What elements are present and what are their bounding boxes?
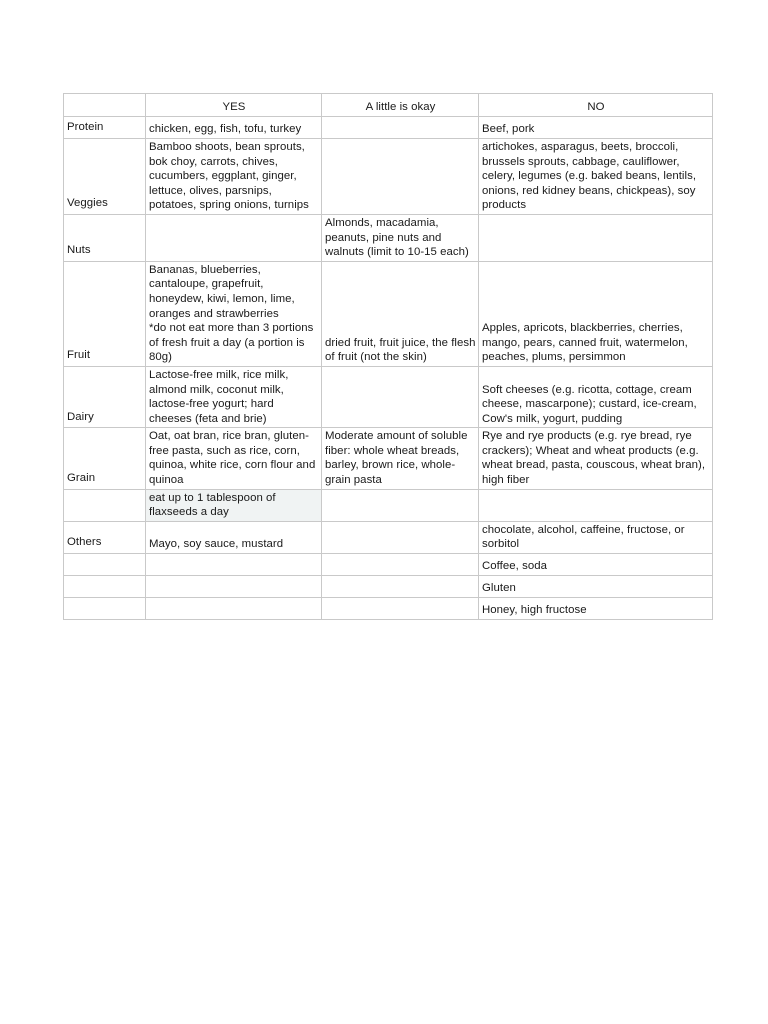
table-row-coffee bbox=[64, 554, 713, 576]
table-row-grain bbox=[64, 428, 713, 489]
category-cell bbox=[64, 489, 146, 521]
yes-cell-highlighted: eat up to 1 tablespoon of flaxseeds a day bbox=[146, 489, 322, 521]
no-cell: Coffee, soda bbox=[479, 554, 713, 576]
little-cell bbox=[322, 554, 479, 576]
category-cell bbox=[64, 598, 146, 620]
yes-cell: Bananas, blueberries, cantaloupe, grapefruit, honeydew, kiwi, lemon, lime, oranges and strawberries *do not eat more than 3 portions of fresh fruit a day (a portion is 80g) bbox=[146, 261, 322, 366]
category-cell: Veggies bbox=[64, 139, 146, 215]
no-cell: Soft cheeses (e.g. ricotta, cottage, cream cheese, mascarpone); custard, ice-cream, Cow's milk, yogurt, pudding bbox=[479, 366, 713, 427]
header-yes: YES bbox=[146, 94, 322, 117]
table-row-nuts bbox=[64, 214, 713, 261]
table-row-flaxseeds bbox=[64, 489, 713, 521]
diet-table bbox=[63, 93, 713, 620]
yes-cell: chicken, egg, fish, tofu, turkey bbox=[146, 117, 322, 139]
little-cell bbox=[322, 576, 479, 598]
yes-cell bbox=[146, 554, 322, 576]
yes-cell: Bamboo shoots, bean sprouts, bok choy, carrots, chives, cucumbers, eggplant, ginger, lettuce, olives, parsnips, potatoes, spring onions, turnips bbox=[146, 139, 322, 215]
table-row-honey bbox=[64, 598, 713, 620]
category-cell: Nuts bbox=[64, 214, 146, 261]
table-row-gluten bbox=[64, 576, 713, 598]
no-cell: Gluten bbox=[479, 576, 713, 598]
category-cell bbox=[64, 554, 146, 576]
little-cell bbox=[322, 139, 479, 215]
yes-cell bbox=[146, 598, 322, 620]
no-cell: chocolate, alcohol, caffeine, fructose, or sorbitol bbox=[479, 521, 713, 553]
no-cell bbox=[479, 489, 713, 521]
yes-cell: Lactose-free milk, rice milk, almond milk, coconut milk, lactose-free yogurt; hard cheeses (feta and brie) bbox=[146, 366, 322, 427]
category-cell bbox=[64, 576, 146, 598]
header-row bbox=[64, 94, 713, 117]
header-category bbox=[64, 94, 146, 117]
table-row-others bbox=[64, 521, 713, 553]
header-no: NO bbox=[479, 94, 713, 117]
category-cell: Fruit bbox=[64, 261, 146, 366]
diet-table-sheet bbox=[63, 93, 712, 620]
yes-cell: Oat, oat bran, rice bran, gluten-free pasta, such as rice, corn, quinoa, white rice, corn flour and quinoa bbox=[146, 428, 322, 489]
little-cell bbox=[322, 521, 479, 553]
no-cell: Rye and rye products (e.g. rye bread, rye crackers); Wheat and wheat products (e.g. wheat bread, pasta, couscous, wheat bran), high fiber bbox=[479, 428, 713, 489]
yes-cell bbox=[146, 576, 322, 598]
no-cell: Beef, pork bbox=[479, 117, 713, 139]
no-cell: Apples, apricots, blackberries, cherries, mango, pears, canned fruit, watermelon, peaches, plums, persimmon bbox=[479, 261, 713, 366]
header-a-little-is-okay: A little is okay bbox=[322, 94, 479, 117]
table-row-fruit bbox=[64, 261, 713, 366]
little-cell: Almonds, macadamia, peanuts, pine nuts and walnuts (limit to 10-15 each) bbox=[322, 214, 479, 261]
no-cell: artichokes, asparagus, beets, broccoli, brussels sprouts, cabbage, cauliflower, celery, legumes (e.g. baked beans, lentils, onions, red kidney beans, chickpeas), soy products bbox=[479, 139, 713, 215]
table-row-dairy bbox=[64, 366, 713, 427]
no-cell bbox=[479, 214, 713, 261]
category-cell: Others bbox=[64, 521, 146, 553]
little-cell bbox=[322, 117, 479, 139]
yes-cell: Mayo, soy sauce, mustard bbox=[146, 521, 322, 553]
category-cell: Dairy bbox=[64, 366, 146, 427]
little-cell bbox=[322, 598, 479, 620]
little-cell bbox=[322, 489, 479, 521]
little-cell: dried fruit, fruit juice, the flesh of fruit (not the skin) bbox=[322, 261, 479, 366]
table-row-protein bbox=[64, 117, 713, 139]
yes-cell bbox=[146, 214, 322, 261]
table-row-veggies bbox=[64, 139, 713, 215]
no-cell: Honey, high fructose bbox=[479, 598, 713, 620]
little-cell: Moderate amount of soluble fiber: whole wheat breads, barley, brown rice, whole-grain pasta bbox=[322, 428, 479, 489]
category-cell: Protein bbox=[64, 117, 146, 139]
little-cell bbox=[322, 366, 479, 427]
category-cell: Grain bbox=[64, 428, 146, 489]
